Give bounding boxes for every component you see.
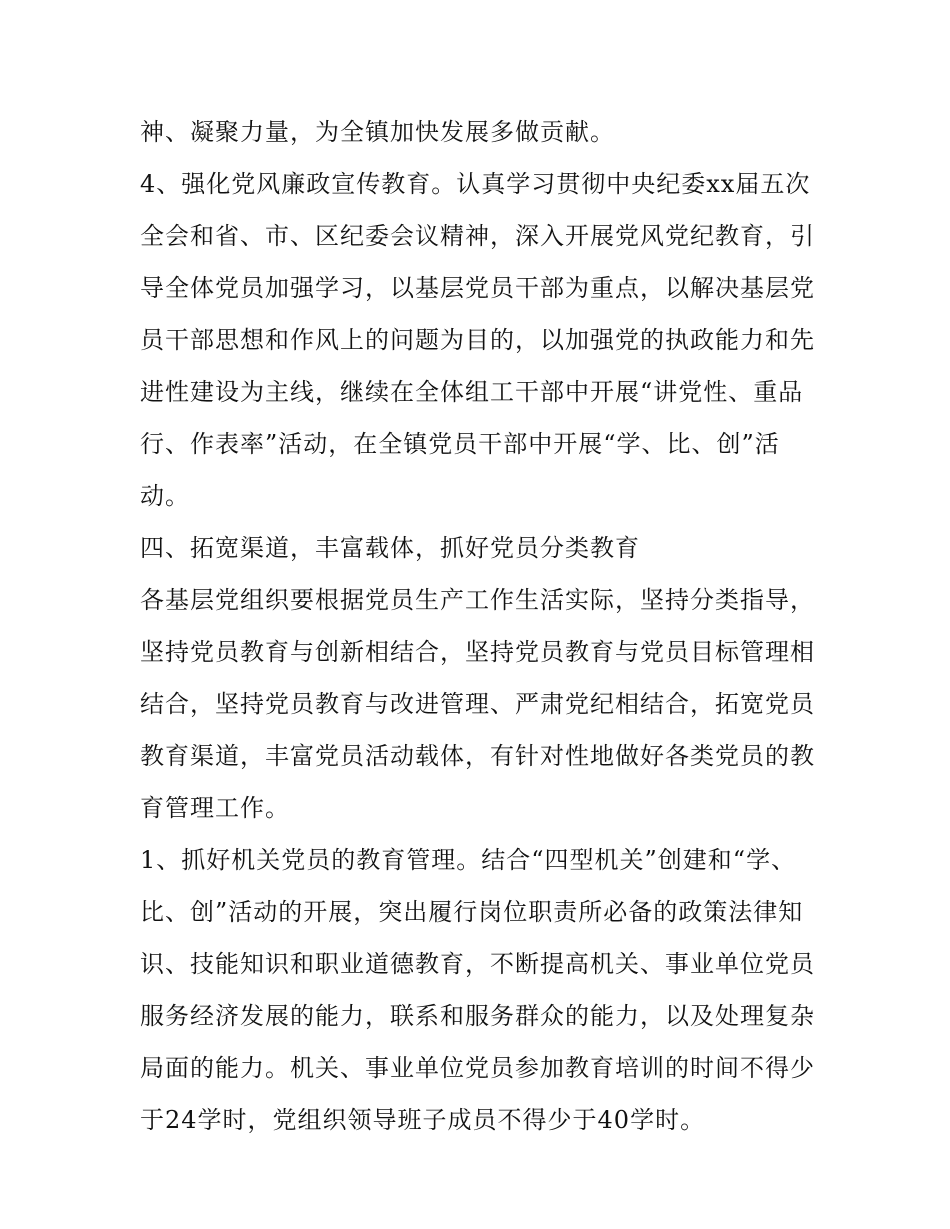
text-line: 导全体党员加强学习，以基层党员干部为重点，以解决基层党: [140, 274, 815, 302]
text-line: 坚持党员教育与创新相结合，坚持党员教育与党员目标管理相: [140, 638, 815, 666]
text-line: 进性建设为主线，继续在全体组工干部中开展“讲党性、重品: [140, 378, 804, 406]
text-line: 1、抓好机关党员的教育管理。结合“四型机关”创建和“学、: [140, 846, 797, 874]
text-line: 全会和省、市、区纪委会议精神，深入开展党风党纪教育，引: [140, 222, 815, 250]
section-heading: 四、拓宽渠道，丰富载体，抓好党员分类教育: [140, 534, 640, 562]
text-line: 局面的能力。机关、事业单位党员参加教育培训的时间不得少: [140, 1054, 815, 1082]
text-line: 各基层党组织要根据党员生产工作生活实际，坚持分类指导，: [140, 586, 815, 614]
text-line: 行、作表率”活动，在全镇党员干部中开展“学、比、创”活: [140, 430, 780, 458]
text-line: 识、技能知识和职业道德教育，不断提高机关、事业单位党员: [140, 950, 815, 978]
body-text: [140, 106, 820, 1146]
text-line: 育管理工作。: [140, 794, 290, 822]
text-line: 教育渠道，丰富党员活动载体，有针对性地做好各类党员的教: [140, 742, 815, 770]
text-line: 4、强化党风廉政宣传教育。认真学习贯彻中央纪委xx届五次: [140, 170, 811, 198]
text-line: 动。: [140, 482, 190, 510]
text-line: 员干部思想和作风上的问题为目的，以加强党的执政能力和先: [140, 326, 815, 354]
text-line: 结合，坚持党员教育与改进管理、严肃党纪相结合，拓宽党员: [140, 690, 815, 718]
text-line: 神、凝聚力量，为全镇加快发展多做贡献。: [140, 118, 615, 146]
text-line: 服务经济发展的能力，联系和服务群众的能力，以及处理复杂: [140, 1002, 815, 1030]
text-line: 比、创”活动的开展，突出履行岗位职责所必备的政策法律知: [140, 898, 804, 926]
text-line: 于24学时，党组织领导班子成员不得少于40学时。: [140, 1106, 706, 1134]
